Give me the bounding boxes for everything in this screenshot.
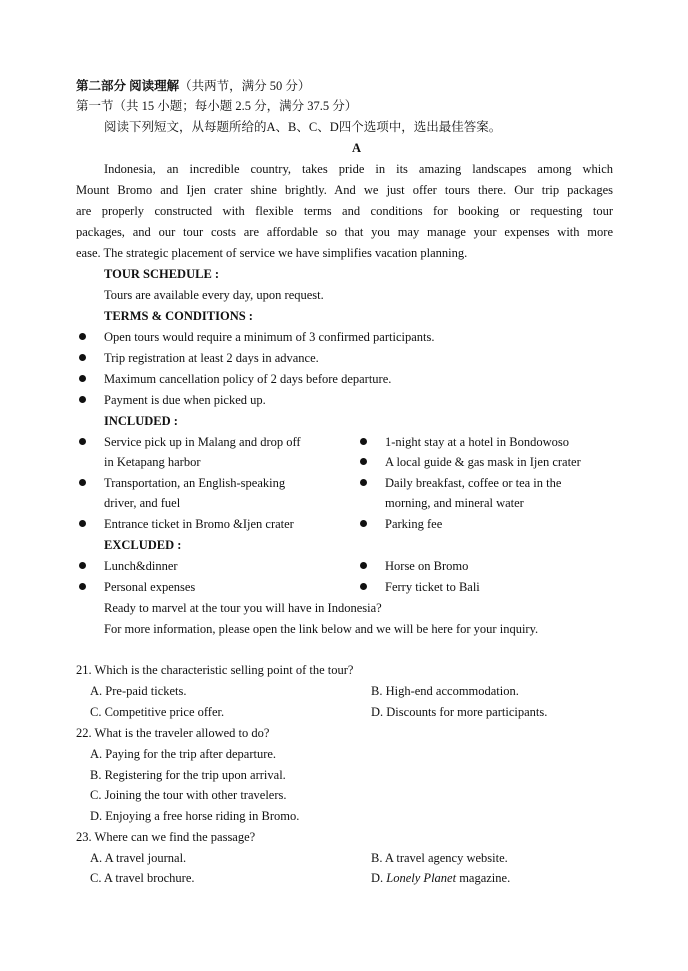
included-item: Daily breakfast, coffee or tea in the xyxy=(385,476,562,490)
option-c: C. Competitive price offer. xyxy=(90,705,225,719)
option-b: B. Registering for the trip upon arrival. xyxy=(90,768,286,782)
bullet-icon xyxy=(360,562,367,569)
passage-label: A xyxy=(352,141,362,155)
question-stem: 23. Where can we find the passage? xyxy=(76,830,256,844)
bullet-icon xyxy=(79,438,86,445)
closing-line: For more information, please open the link below and we will be here for your inquiry. xyxy=(104,622,539,636)
excluded-item: Personal expenses xyxy=(104,580,196,594)
included-item: Parking fee xyxy=(385,517,443,531)
option-a: A. A travel journal. xyxy=(90,851,187,865)
section-line: 第一节（共 15 小题；每小题 2.5 分，满分 37.5 分） xyxy=(76,99,358,113)
bullet-icon xyxy=(360,479,367,486)
option-a: A. Pre-paid tickets. xyxy=(90,684,187,698)
part-note: （共两节，满分 50 分） xyxy=(179,79,311,93)
terms-item: Maximum cancellation policy of 2 days before departure. xyxy=(104,372,392,386)
schedule-heading: TOUR SCHEDULE : xyxy=(104,267,220,281)
option-d-italic: Lonely Planet xyxy=(386,871,457,885)
option-b: B. A travel agency website. xyxy=(371,851,508,865)
terms-item: Open tours would require a minimum of 3 confirmed participants. xyxy=(104,330,435,344)
option-d: D. Discounts for more participants. xyxy=(371,705,548,719)
included-heading: INCLUDED : xyxy=(104,414,178,428)
intro-line: Indonesia, an incredible country, takes pride in its amazing landscapes among which xyxy=(104,162,613,176)
bullet-icon xyxy=(79,333,86,340)
bullet-icon xyxy=(79,520,86,527)
bullet-icon xyxy=(360,520,367,527)
included-item: 1-night stay at a hotel in Bondowoso xyxy=(385,435,570,449)
bullet-icon xyxy=(79,396,86,403)
terms-item: Trip registration at least 2 days in advance. xyxy=(104,351,319,365)
part-heading xyxy=(76,77,310,95)
option-d-letter: D. xyxy=(371,871,387,885)
bullet-icon xyxy=(79,479,86,486)
part-title: 第二部分 阅读理解 xyxy=(76,79,180,93)
option-d: D. Enjoying a free horse riding in Bromo. xyxy=(90,809,300,823)
included-item-cont: in Ketapang harbor xyxy=(104,455,201,469)
intro-line: are properly constructed with flexible terms and conditions for booking or requesting tour xyxy=(76,204,613,218)
intro-line: ease. The strategic placement of service we have simplifies vacation planning. xyxy=(76,246,468,260)
schedule-text: Tours are available every day, upon request. xyxy=(104,288,324,302)
option-d xyxy=(371,869,510,887)
terms-item: Payment is due when picked up. xyxy=(104,393,266,407)
bullet-icon xyxy=(360,438,367,445)
closing-line: Ready to marvel at the tour you will have in Indonesia? xyxy=(104,601,382,615)
excluded-item: Lunch&dinner xyxy=(104,559,178,573)
excluded-item: Ferry ticket to Bali xyxy=(385,580,480,594)
included-item: Entrance ticket in Bromo &Ijen crater xyxy=(104,517,294,531)
bullet-icon xyxy=(360,458,367,465)
bullet-icon xyxy=(79,562,86,569)
question-stem: 21. Which is the characteristic selling point of the tour? xyxy=(76,663,354,677)
bullet-icon xyxy=(79,354,86,361)
question-stem: 22. What is the traveler allowed to do? xyxy=(76,726,270,740)
bullet-icon xyxy=(79,375,86,382)
included-item: Transportation, an English-speaking xyxy=(104,476,286,490)
instruction: 阅读下列短文，从每题所给的A、B、C、D四个选项中，选出最佳答案。 xyxy=(104,120,502,134)
intro-line: packages, and our tour costs are affordable so that you may manage your expenses with more xyxy=(76,225,613,239)
excluded-item: Horse on Bromo xyxy=(385,559,469,573)
bullet-icon xyxy=(360,583,367,590)
excluded-heading: EXCLUDED : xyxy=(104,538,182,552)
included-item: Service pick up in Malang and drop off xyxy=(104,435,301,449)
option-a: A. Paying for the trip after departure. xyxy=(90,747,277,761)
intro-line: Mount Bromo and Ijen crater shine brightly. And we just offer tours there. Our trip packages xyxy=(76,183,613,197)
included-item: A local guide & gas mask in Ijen crater xyxy=(385,455,581,469)
included-item-cont: morning, and mineral water xyxy=(385,496,524,510)
option-d-rest: magazine. xyxy=(456,871,511,885)
option-c: C. Joining the tour with other travelers. xyxy=(90,788,287,802)
bullet-icon xyxy=(79,583,86,590)
included-item-cont: driver, and fuel xyxy=(104,496,181,510)
terms-heading: TERMS & CONDITIONS : xyxy=(104,309,253,323)
option-c: C. A travel brochure. xyxy=(90,871,195,885)
option-b: B. High-end accommodation. xyxy=(371,684,519,698)
